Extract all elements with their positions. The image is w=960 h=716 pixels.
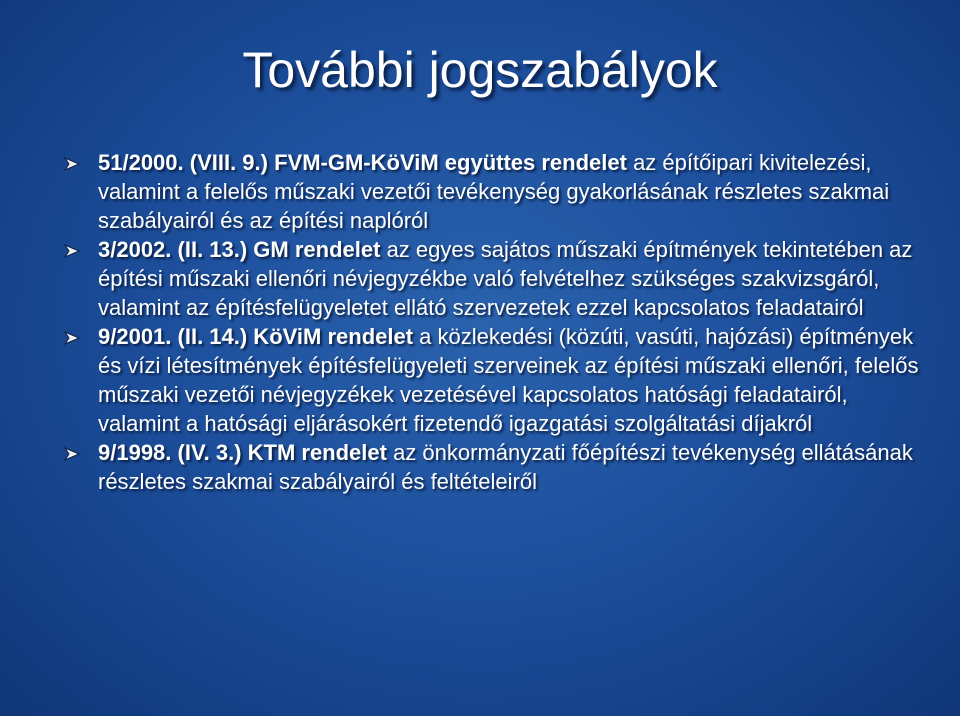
regulation-reference: 9/2001. (II. 14.) KöViM rendelet xyxy=(98,324,414,349)
bullet-item xyxy=(64,438,924,496)
bullet-item xyxy=(64,322,924,438)
regulation-description: az egyes sajátos műszaki építmények tekintetében az építési műszaki ellenőri névjegyzékbe való felvételhez szükséges szakvizsgáról, valamint az építésfelügyeletet ellátó szervezetek ezzel kapcsolatos feladatairól xyxy=(98,237,913,320)
regulation-description: az építőipari kivitelezési, valamint a felelős műszaki vezetői tevékenység gyakorlásának részletes szakmai szabályairól és az építési naplóról xyxy=(98,150,890,233)
arrowhead-bullet-icon xyxy=(64,244,80,258)
regulation-reference: 3/2002. (II. 13.) GM rendelet xyxy=(98,237,381,262)
regulation-reference: 9/1998. (IV. 3.) KTM rendelet xyxy=(98,440,387,465)
slide-title: További jogszabályok xyxy=(242,42,718,98)
bullet-item xyxy=(64,235,924,322)
bullet-list xyxy=(64,148,924,496)
regulation-reference: 51/2000. (VIII. 9.) FVM-GM-KöViM együttes rendelet xyxy=(98,150,627,175)
regulation-description: a közlekedési (közúti, vasúti, hajózási) építmények és vízi létesítmények építésfelügyeleti szerveinek az építési műszaki ellenőri, felelős műszaki vezetői névjegyzékek vezetésével kapcsolatos hatósági feladatairól, valamint a hatósági eljárásokért fizetendő igazgatási szolgáltatási díjakról xyxy=(98,324,919,436)
arrowhead-bullet-icon xyxy=(64,157,80,171)
arrowhead-bullet-icon xyxy=(64,331,80,345)
bullet-item xyxy=(64,148,924,235)
regulation-description: az önkormányzati főépítészi tevékenység ellátásának részletes szakmai szabályairól és feltételeiről xyxy=(98,440,913,494)
arrowhead-bullet-icon xyxy=(64,447,80,461)
